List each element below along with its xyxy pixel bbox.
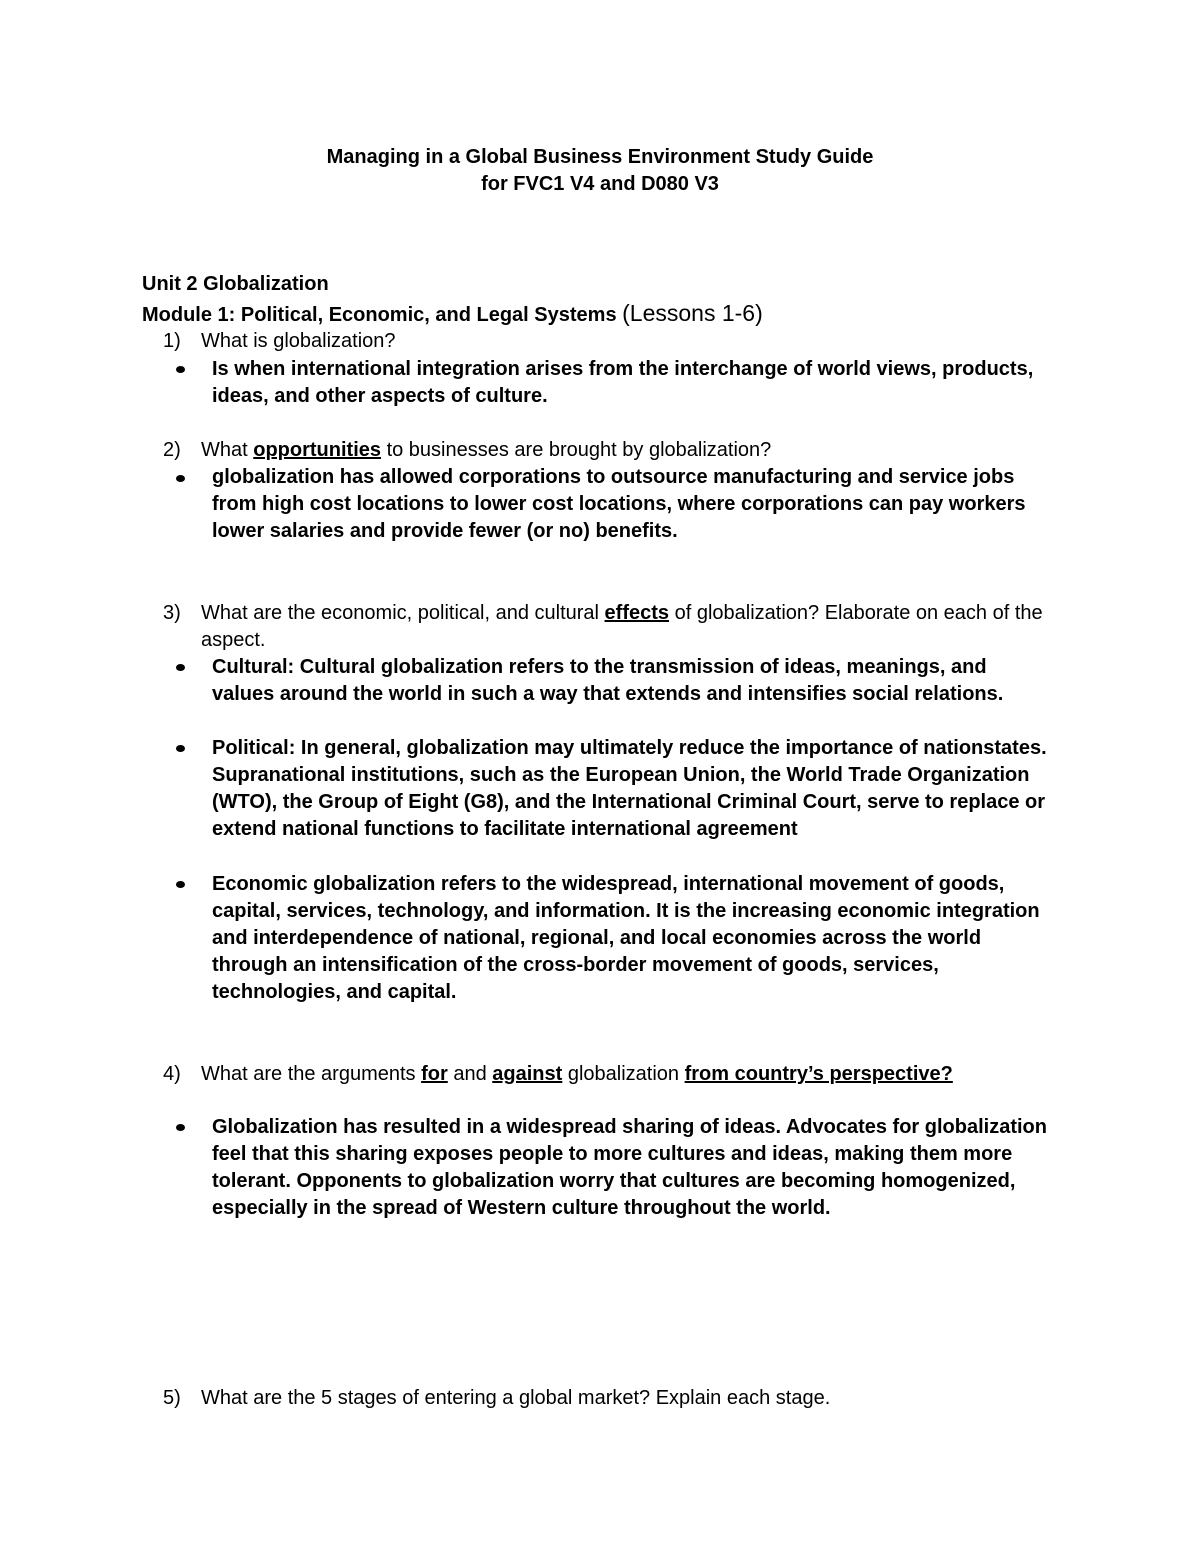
answer-3-political: Political: In general, globalization may ultimately reduce the importance of nationstates. Supranational institutions, such as the European Union, the World Trade Organization (WTO), the Group of Eight (G8), and the International Criminal Court, serve to replace or extend national functions to facilitate international agreement	[212, 737, 1047, 840]
question-3	[163, 600, 1043, 654]
keyword-opportunities: opportunities	[253, 439, 382, 461]
question-2	[163, 437, 1043, 464]
keyword-country-perspective: from country’s perspective?	[684, 1063, 953, 1085]
module-lessons: (Lessons 1-6)	[622, 300, 763, 326]
question-5-number: 5)	[163, 1387, 181, 1409]
answer-1: Is when international integration arises from the interchange of world views, products, ideas, and other aspects of culture.	[212, 358, 1034, 407]
unit-heading: Unit 2 Globalization	[142, 273, 329, 295]
answer-2: globalization has allowed corporations to outsource manufacturing and service jobs from high cost locations to lower cost locations, where corporations can pay workers lower salaries and provide fewer (or no) benefits.	[212, 466, 1026, 542]
bullet-icon	[176, 366, 185, 373]
question-4-text: What are the arguments for and against globalization from country’s perspective?	[201, 1063, 953, 1085]
question-1-number: 1)	[163, 330, 181, 352]
bullet-icon	[176, 664, 185, 671]
keyword-against: against	[492, 1063, 563, 1085]
answer-3-cultural: Cultural: Cultural globalization refers to the transmission of ideas, meanings, and values around the world in such a way that extends and intensifies social relations.	[212, 656, 1004, 705]
answer-4: Globalization has resulted in a widespread sharing of ideas. Advocates for globalization feel that this sharing exposes people to more cultures and ideas, making them more tolerant. Opponents to globalization worry that cultures are becoming homogenized, especially in the spread of Western culture throughout the world.	[212, 1116, 1047, 1219]
question-1	[163, 328, 1043, 355]
title-line-1: Managing in a Global Business Environment Study Guide	[326, 146, 874, 168]
module-heading	[142, 300, 763, 329]
bullet-icon	[176, 475, 185, 482]
question-2-text: What opportunities to businesses are brought by globalization?	[201, 439, 772, 461]
bullet-icon	[176, 745, 185, 752]
bullet-icon	[176, 1124, 185, 1131]
bullet-icon	[176, 881, 185, 888]
question-5	[163, 1385, 1043, 1412]
keyword-for: for	[421, 1063, 448, 1085]
document-title	[0, 144, 1200, 198]
question-2-number: 2)	[163, 439, 181, 461]
question-4-number: 4)	[163, 1063, 181, 1085]
module-label: Module 1: Political, Economic, and Legal Systems	[142, 304, 617, 326]
question-4	[163, 1061, 1043, 1088]
question-5-text: What are the 5 stages of entering a global market? Explain each stage.	[201, 1387, 831, 1409]
keyword-effects: effects	[604, 602, 670, 624]
title-line-2: for FVC1 V4 and D080 V3	[481, 173, 719, 195]
question-3-text: What are the economic, political, and cultural effects of globalization? Elaborate on each of the aspect.	[201, 602, 1043, 651]
answer-3-economic: Economic globalization refers to the widespread, international movement of goods, capital, services, technology, and information. It is the increasing economic integration and interdependence of national, regional, and local economies across the world through an intensification of the cross-border movement of goods, services, technologies, and capital.	[212, 873, 1040, 1003]
question-1-text: What is globalization?	[201, 330, 396, 352]
question-3-number: 3)	[163, 602, 181, 624]
